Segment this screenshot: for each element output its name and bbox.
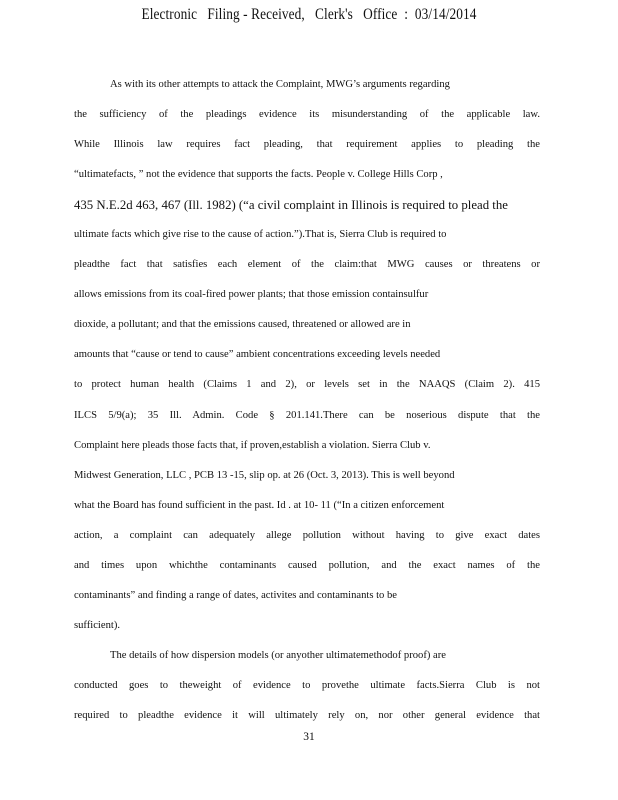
text-line: Midwest Generation, LLC , PCB 13 -15, slip op. at 26 (Oct. 3, 2013). This is well beyond [74, 469, 455, 481]
text-line: the sufficiency of the pleadings evidence its misunderstanding of the applicable law. [74, 109, 540, 121]
text-line: pleadthe fact that satisfies each element of the claim:that MWG causes or threatens or [74, 259, 540, 271]
document-body [74, 70, 540, 731]
text-line: allows emissions from its coal-fired power plants; that those emission containsulfur [74, 289, 429, 301]
text-line: what the Board has found sufficient in the past. Id . at 10- 11 (“In a citizen enforcement [74, 499, 445, 511]
text-line: While Illinois law requires fact pleading, that requirement applies to pleading the [74, 139, 540, 151]
text-line: action, a complaint can adequately allege pollution without having to give exact dates [74, 529, 540, 541]
text-line: and times upon whichthe contaminants caused pollution, and the exact names of the [74, 559, 540, 571]
text-line: dioxide, a pollutant; and that the emissions caused, threatened or allowed are in [74, 319, 411, 331]
text-line: Complaint here pleads those facts that, if proven,establish a violation. Sierra Club v. [74, 439, 431, 451]
text-line: 435 N.E.2d 463, 467 (Ill. 1982) (“a civil complaint in Illinois is required to plead the [74, 198, 508, 213]
text-line: As with its other attempts to attack the Complaint, MWG’s arguments regarding [110, 79, 450, 90]
text-line: contaminants” and finding a range of dates, activites and contaminants to be [74, 589, 398, 601]
text-line: “ultimatefacts, ” not the evidence that supports the facts. People v. College Hills Corp , [74, 169, 443, 181]
filing-stamp-header: Electronic Filing - Received, Clerk's Office : 03/14/2014 [141, 6, 477, 23]
text-line: to protect human health (Claims 1 and 2), or levels set in the NAAQS (Claim 2). 415 [74, 379, 540, 391]
text-line: ultimate facts which give rise to the cause of action.”).That is, Sierra Club is required to [74, 229, 447, 241]
text-line: conducted goes to theweight of evidence to provethe ultimate facts.Sierra Club is not [74, 679, 540, 691]
text-line: ILCS 5/9(a); 35 Ill. Admin. Code § 201.141.There can be noserious dispute that the [74, 409, 540, 421]
text-line: The details of how dispersion models (or anyother ultimatemethodof proof) are [110, 649, 446, 661]
text-line: required to pleadthe evidence it will ultimately rely on, nor other general evidence that [74, 709, 540, 721]
text-line: amounts that “cause or tend to cause” ambient concentrations exceeding levels needed [74, 349, 441, 361]
page-number: 31 [303, 731, 315, 743]
text-line: sufficient). [74, 619, 120, 631]
